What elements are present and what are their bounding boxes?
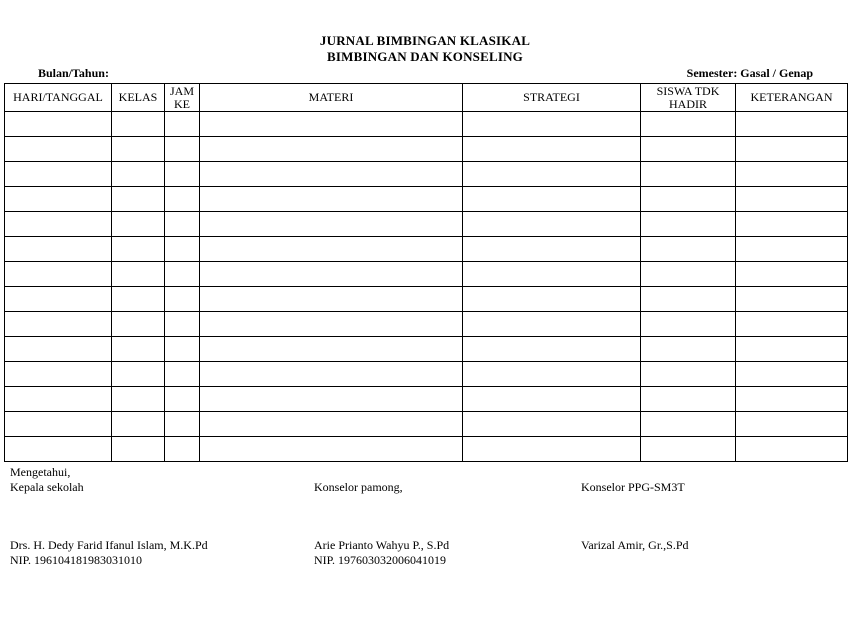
table-cell[interactable]	[200, 337, 463, 362]
table-cell[interactable]	[165, 437, 200, 462]
konselor-pamong-name: Arie Prianto Wahyu P., S.Pd	[314, 538, 450, 552]
table-cell[interactable]	[641, 312, 736, 337]
table-cell[interactable]	[112, 287, 165, 312]
table-cell[interactable]	[200, 387, 463, 412]
table-cell[interactable]	[165, 362, 200, 387]
table-row	[5, 337, 848, 362]
table-cell[interactable]	[736, 362, 848, 387]
table-row	[5, 362, 848, 387]
table-cell[interactable]	[5, 187, 112, 212]
table-cell[interactable]	[736, 437, 848, 462]
table-cell[interactable]	[736, 312, 848, 337]
table-cell[interactable]	[165, 112, 200, 137]
table-cell[interactable]	[463, 262, 641, 287]
table-cell[interactable]	[463, 187, 641, 212]
mengetahui-label: Mengetahui,	[10, 465, 71, 479]
table-cell[interactable]	[736, 162, 848, 187]
table-cell[interactable]	[165, 162, 200, 187]
table-cell[interactable]	[165, 312, 200, 337]
table-cell[interactable]	[736, 287, 848, 312]
table-cell[interactable]	[200, 237, 463, 262]
table-row	[5, 237, 848, 262]
column-header-materi: MATERI	[200, 84, 463, 112]
table-cell[interactable]	[641, 387, 736, 412]
table-cell[interactable]	[736, 337, 848, 362]
table-cell[interactable]	[463, 212, 641, 237]
jurnal-table	[4, 83, 848, 462]
table-cell[interactable]	[736, 112, 848, 137]
bulan-tahun-label: Bulan/Tahun:	[38, 66, 109, 80]
table-cell[interactable]	[200, 412, 463, 437]
table-cell[interactable]	[736, 412, 848, 437]
table-cell[interactable]	[641, 162, 736, 187]
column-header-siswa-tdk-hadir: SISWA TDK HADIR	[641, 84, 736, 112]
table-cell[interactable]	[112, 112, 165, 137]
table-cell[interactable]	[112, 237, 165, 262]
table-cell[interactable]	[736, 187, 848, 212]
konselor-ppg-name: Varizal Amir, Gr.,S.Pd	[581, 538, 689, 552]
table-cell[interactable]	[463, 237, 641, 262]
table-cell[interactable]	[463, 162, 641, 187]
table-cell[interactable]	[165, 387, 200, 412]
kepala-sekolah-role: Kepala sekolah	[10, 480, 84, 494]
table-cell[interactable]	[200, 162, 463, 187]
table-cell[interactable]	[165, 262, 200, 287]
table-row	[5, 312, 848, 337]
column-header-keterangan: KETERANGAN	[736, 84, 848, 112]
document-title: JURNAL BIMBINGAN KLASIKAL	[319, 33, 531, 48]
table-cell[interactable]	[112, 312, 165, 337]
table-cell[interactable]	[463, 437, 641, 462]
table-cell[interactable]	[463, 362, 641, 387]
table-cell[interactable]	[112, 137, 165, 162]
table-body	[5, 112, 848, 462]
table-cell[interactable]	[112, 362, 165, 387]
table-cell[interactable]	[463, 387, 641, 412]
column-header-strategi: STRATEGI	[463, 84, 641, 112]
table-cell[interactable]	[112, 337, 165, 362]
table-row	[5, 187, 848, 212]
table-cell[interactable]	[5, 412, 112, 437]
table-cell[interactable]	[165, 337, 200, 362]
table-cell[interactable]	[200, 312, 463, 337]
table-cell[interactable]	[641, 337, 736, 362]
table-cell[interactable]	[641, 137, 736, 162]
table-cell[interactable]	[5, 337, 112, 362]
table-cell[interactable]	[641, 212, 736, 237]
table-cell[interactable]	[463, 112, 641, 137]
document-subtitle: BIMBINGAN DAN KONSELING	[326, 49, 523, 64]
table-cell[interactable]	[5, 312, 112, 337]
table-cell[interactable]	[5, 387, 112, 412]
table-cell[interactable]	[641, 187, 736, 212]
table-cell[interactable]	[112, 387, 165, 412]
table-cell[interactable]	[112, 437, 165, 462]
table-cell[interactable]	[463, 312, 641, 337]
table-cell[interactable]	[736, 387, 848, 412]
table-cell[interactable]	[165, 412, 200, 437]
table-cell[interactable]	[736, 237, 848, 262]
table-cell[interactable]	[200, 137, 463, 162]
table-cell[interactable]	[165, 187, 200, 212]
table-row	[5, 262, 848, 287]
table-cell[interactable]	[5, 137, 112, 162]
table-cell[interactable]	[200, 362, 463, 387]
table-cell[interactable]	[5, 237, 112, 262]
kepala-sekolah-nip: NIP. 196104181983031010	[10, 553, 143, 567]
table-cell[interactable]	[5, 362, 112, 387]
konselor-pamong-nip: NIP. 197603032006041019	[314, 553, 447, 567]
table-cell[interactable]	[5, 112, 112, 137]
table-cell[interactable]	[112, 212, 165, 237]
semester-label: Semester: Gasal / Genap	[686, 66, 813, 80]
table-cell[interactable]	[200, 112, 463, 137]
column-header-hari-tanggal: HARI/TANGGAL	[5, 84, 112, 112]
table-cell[interactable]	[641, 437, 736, 462]
kepala-sekolah-name: Drs. H. Dedy Farid Ifanul Islam, M.K.Pd	[10, 538, 208, 552]
table-row	[5, 112, 848, 137]
table-cell[interactable]	[5, 437, 112, 462]
table-row	[5, 162, 848, 187]
table-cell[interactable]	[165, 287, 200, 312]
konselor-pamong-role: Konselor pamong,	[314, 480, 403, 494]
table-cell[interactable]	[463, 337, 641, 362]
table-row	[5, 212, 848, 237]
table-cell[interactable]	[641, 237, 736, 262]
table-cell[interactable]	[736, 212, 848, 237]
konselor-ppg-role: Konselor PPG-SM3T	[581, 480, 685, 494]
table-row	[5, 137, 848, 162]
table-header-row	[5, 84, 848, 112]
table-cell[interactable]	[165, 137, 200, 162]
table-cell[interactable]	[736, 137, 848, 162]
table-row	[5, 287, 848, 312]
table-cell[interactable]	[200, 187, 463, 212]
table-cell[interactable]	[200, 287, 463, 312]
table-cell[interactable]	[641, 287, 736, 312]
table-cell[interactable]	[641, 362, 736, 387]
table-cell[interactable]	[5, 262, 112, 287]
column-header-kelas: KELAS	[112, 84, 165, 112]
table-cell[interactable]	[641, 412, 736, 437]
table-cell[interactable]	[641, 112, 736, 137]
table-row	[5, 387, 848, 412]
table-cell[interactable]	[112, 162, 165, 187]
table-cell[interactable]	[736, 262, 848, 287]
table-cell[interactable]	[200, 437, 463, 462]
column-header-jam-ke: JAM KE	[165, 84, 200, 112]
table-cell[interactable]	[463, 137, 641, 162]
table-cell[interactable]	[112, 262, 165, 287]
table-cell[interactable]	[641, 262, 736, 287]
table-cell[interactable]	[112, 412, 165, 437]
table-row	[5, 412, 848, 437]
table-cell[interactable]	[112, 187, 165, 212]
table-cell[interactable]	[5, 212, 112, 237]
table-cell[interactable]	[5, 162, 112, 187]
table-cell[interactable]	[200, 262, 463, 287]
table-cell[interactable]	[165, 212, 200, 237]
table-row	[5, 437, 848, 462]
table-cell[interactable]	[165, 237, 200, 262]
table-cell[interactable]	[463, 287, 641, 312]
table-cell[interactable]	[463, 412, 641, 437]
table-cell[interactable]	[200, 212, 463, 237]
table-cell[interactable]	[5, 287, 112, 312]
